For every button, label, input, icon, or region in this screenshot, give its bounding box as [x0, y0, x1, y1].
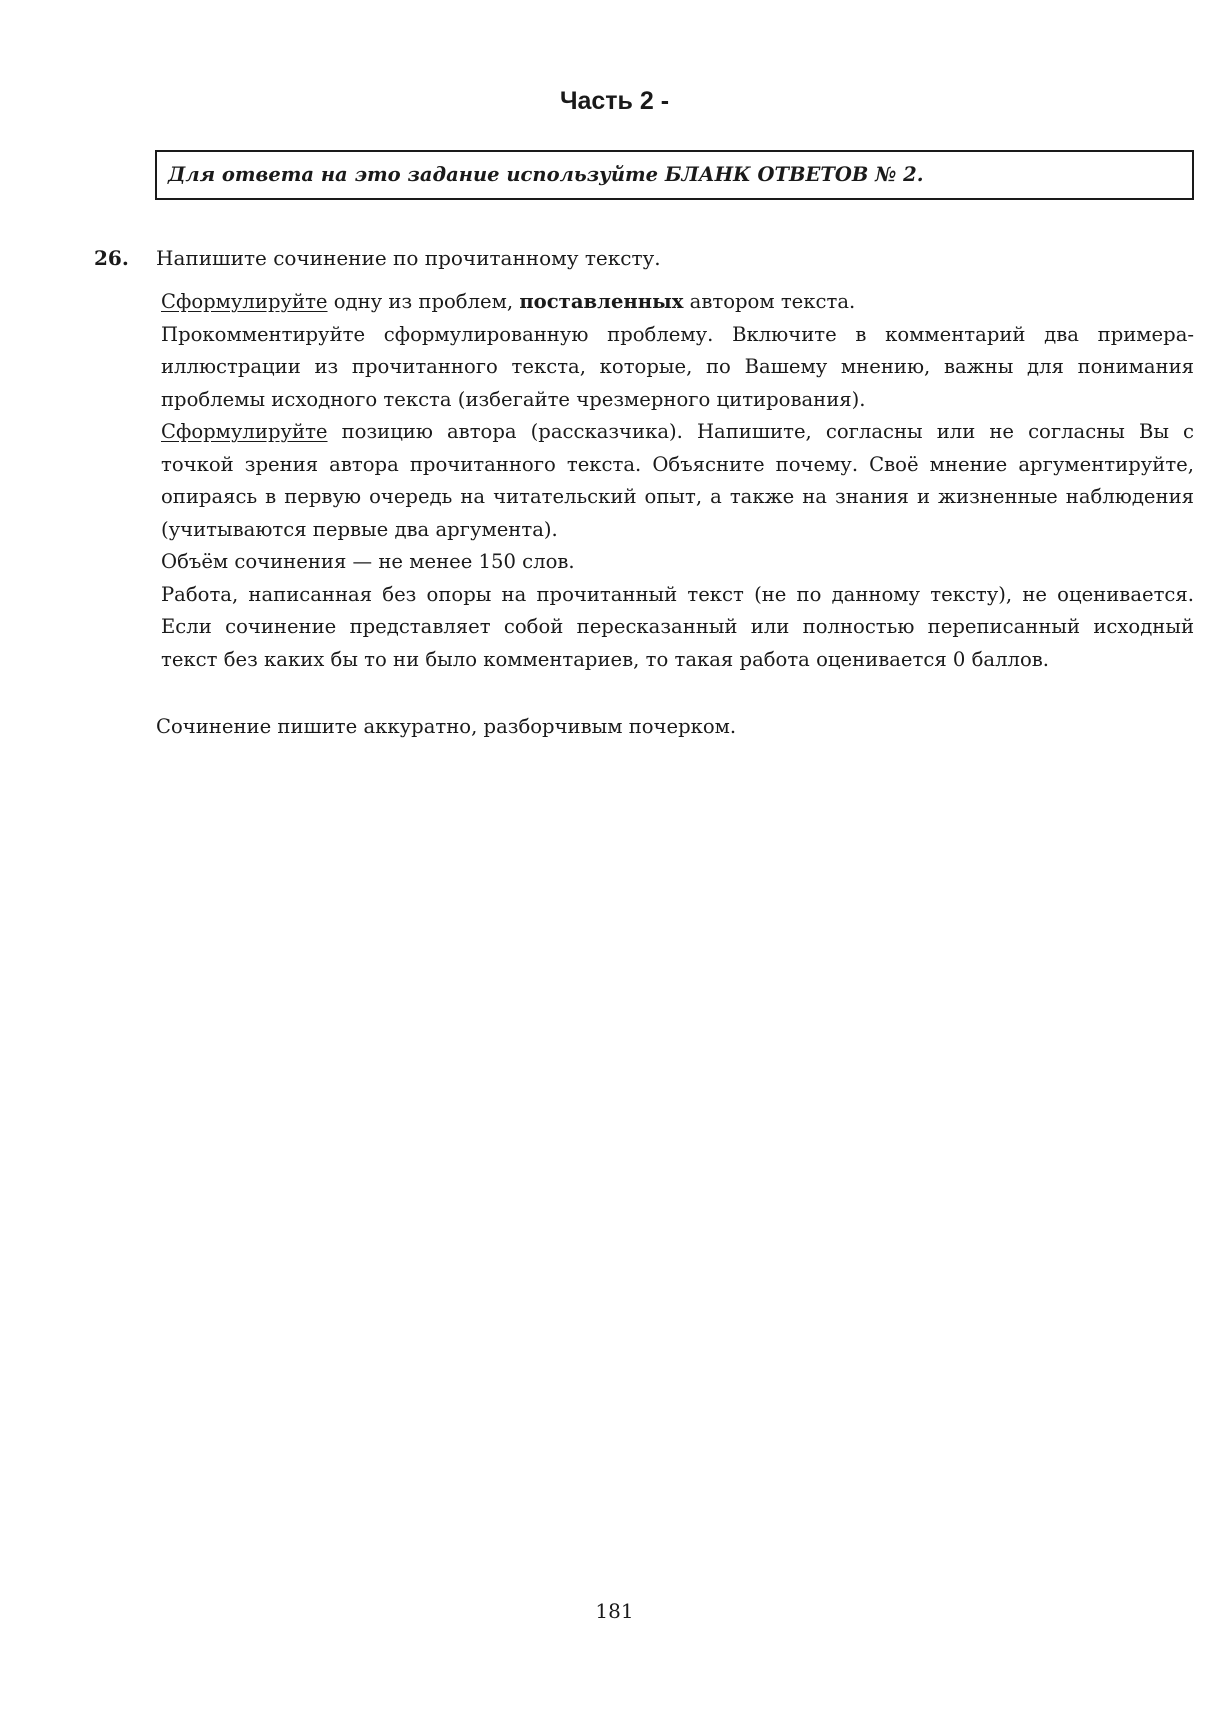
formulate-underlined-2: Сформулируйте — [161, 420, 328, 443]
task-paragraph-5: Работа, написанная без опоры на прочитанный текст (не по данному тексту), не оценивается. Если сочинение представляет собой пересказанный или полностью переписанный исходный текст без каких бы то ни было комментариев, то такая работа оценивается 0 баллов. — [161, 582, 1194, 671]
p1-bold-word: поставленных — [519, 290, 684, 313]
task-paragraph-1 — [161, 286, 1194, 319]
page-heading: Часть 2 - — [559, 87, 670, 115]
task-paragraph-4: Объём сочинения — не менее 150 слов. — [161, 550, 575, 573]
p1-text-a: одну из проблем, — [327, 290, 520, 313]
instruction-text: Для ответа на это задание используйте БЛАНК ОТВЕТОВ № 2. — [168, 163, 924, 186]
task-paragraph-3 — [161, 416, 1194, 546]
task-title: Напишите сочинение по прочитанному тексту. — [156, 246, 661, 270]
p1-text-b: автором текста. — [683, 290, 856, 313]
instruction-box — [155, 150, 1194, 200]
page-number: 181 — [595, 1599, 634, 1623]
p3-text: позицию автора (рассказчика). Напишите, согласны или не согласны Вы с точкой зрения автора прочитанного текста. Объясните почему. Своё мнение аргументируйте, опираясь в первую очередь на читательский опыт, а также на знания и жизненные наблюдения (учитываются первые два аргумента). — [161, 420, 1194, 541]
task-number: 26. — [94, 246, 129, 270]
task-paragraph-2: Прокомментируйте сформулированную проблему. Включите в комментарий два примера-иллюстрации из прочитанного текста, которые, по Вашему мнению, важны для понимания проблемы исходного текста (избегайте чрезмерного цитирования). — [161, 322, 1194, 411]
formulate-underlined: Сформулируйте — [161, 290, 328, 313]
task-body — [161, 286, 1194, 676]
closing-instruction: Сочинение пишите аккуратно, разборчивым почерком. — [156, 715, 737, 738]
